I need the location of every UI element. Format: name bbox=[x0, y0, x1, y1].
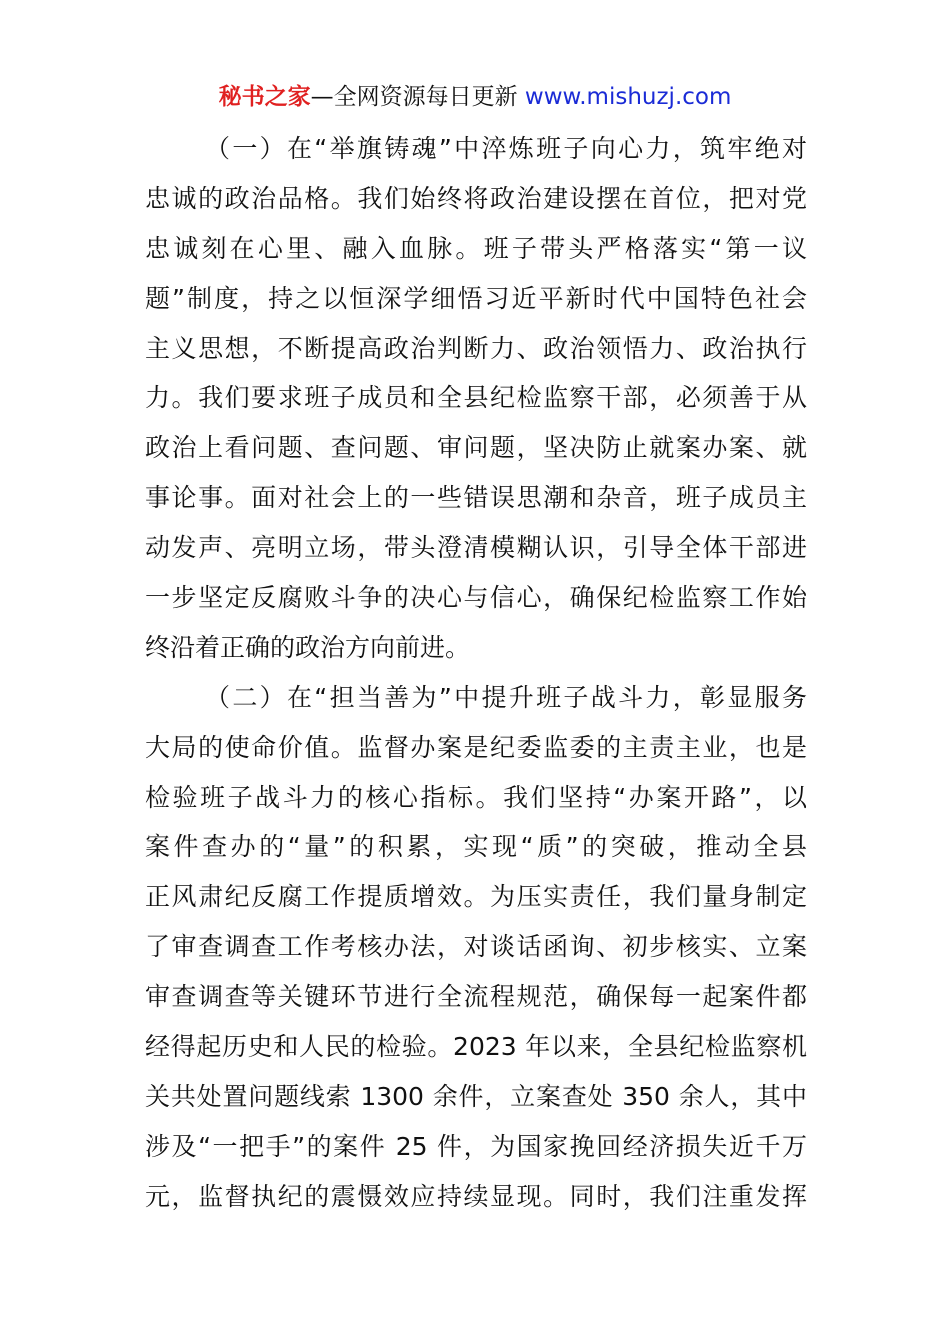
text-line: 终沿着正确的政治方向前进。 bbox=[145, 632, 471, 662]
text-line: 大局的使命价值。监督办案是纪委监委的主责主业，也是 bbox=[145, 732, 807, 762]
text-line: 政治上看问题、查问题、审问题，坚决防止就案办案、就 bbox=[145, 433, 807, 463]
text-line: 涉及“一把手”的案件 25 件，为国家挽回经济损失近千万 bbox=[145, 1131, 807, 1161]
text-line: 力。我们要求班子成员和全县纪检监察干部，必须善于从 bbox=[145, 383, 807, 413]
text-line: （二）在“担当善为”中提升班子战斗力，彰显服务 bbox=[205, 682, 807, 712]
text-line: 检验班子战斗力的核心指标。我们坚持“办案开路”，以 bbox=[145, 782, 807, 812]
text-line: 动发声、亮明立场，带头澄清模糊认识，引导全体干部进 bbox=[145, 533, 807, 563]
text-line: 关共处置问题线索 1300 余件，立案查处 350 余人，其中 bbox=[145, 1081, 807, 1111]
text-line: 了审查调查工作考核办法，对谈话函询、初步核实、立案 bbox=[145, 932, 807, 962]
text-line: （一）在“举旗铸魂”中淬炼班子向心力，筑牢绝对 bbox=[205, 134, 807, 163]
site-url-link[interactable]: www.mishuzj.com bbox=[524, 84, 732, 110]
text-line: 主义思想，不断提高政治判断力、政治领悟力、政治执行 bbox=[145, 333, 807, 363]
text-line: 题”制度，持之以恒深学细悟习近平新时代中国特色社会 bbox=[145, 283, 807, 313]
text-line: 元，监督执纪的震慑效应持续显现。同时，我们注重发挥 bbox=[145, 1181, 807, 1211]
text-line: 案件查办的“量”的积累，实现“质”的突破，推动全县 bbox=[145, 832, 807, 862]
text-line: 忠诚的政治品格。我们始终将政治建设摆在首位，把对党 bbox=[145, 183, 807, 213]
text-line: 一步坚定反腐败斗争的决心与信心，确保纪检监察工作始 bbox=[145, 583, 807, 613]
text-line: 正风肃纪反腐工作提质增效。为压实责任，我们量身制定 bbox=[145, 882, 807, 912]
text-line: 事论事。面对社会上的一些错误思潮和杂音，班子成员主 bbox=[145, 483, 807, 513]
text-line: 忠诚刻在心里、融入血脉。班子带头严格落实“第一议 bbox=[145, 233, 807, 263]
text-line: 经得起历史和人民的检验。2023 年以来，全县纪检监察机 bbox=[145, 1032, 807, 1062]
paragraph-1 bbox=[145, 124, 807, 673]
document-body bbox=[145, 124, 807, 1222]
text-line: 审查调查等关键环节进行全流程规范，确保每一起案件都 bbox=[145, 982, 807, 1012]
header-tagline: —全网资源每日更新 bbox=[310, 84, 518, 110]
paragraph-2 bbox=[145, 673, 807, 1222]
page-header bbox=[0, 80, 950, 114]
brand-name: 秘书之家 bbox=[218, 84, 311, 110]
